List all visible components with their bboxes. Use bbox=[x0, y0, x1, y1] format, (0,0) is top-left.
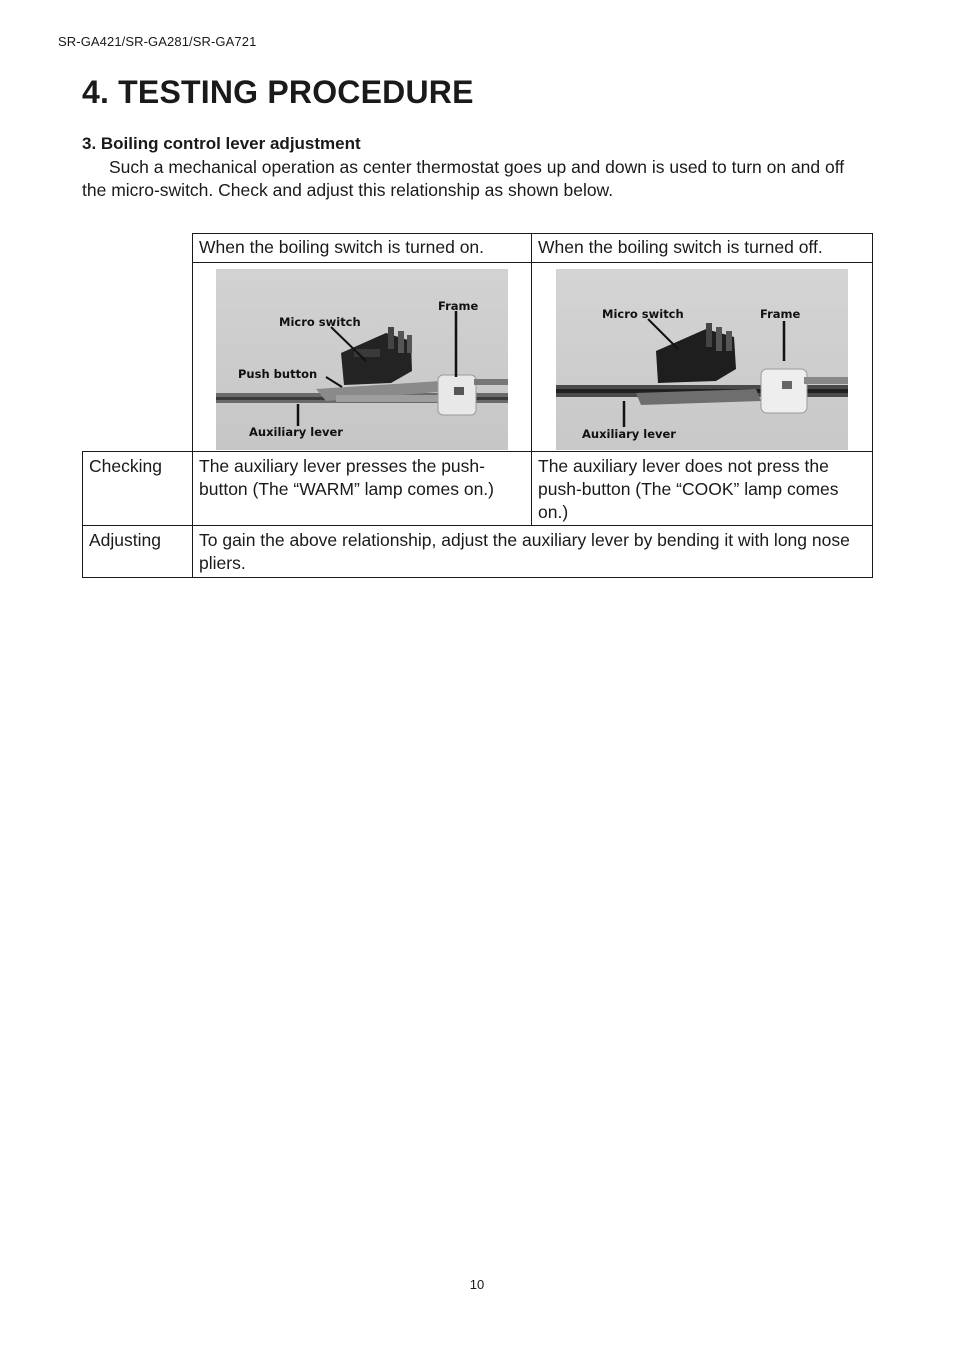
table-header-row bbox=[83, 234, 873, 263]
page-title: 4. TESTING PROCEDURE bbox=[82, 74, 474, 110]
adjusting-row bbox=[83, 526, 873, 578]
checking-label: Checking bbox=[83, 452, 193, 526]
adjusting-label: Adjusting bbox=[83, 526, 193, 578]
label-push-button: Push button bbox=[238, 367, 318, 381]
label-micro-switch: Micro switch bbox=[602, 307, 684, 321]
empty-corner-cell bbox=[83, 234, 193, 263]
photo-switch-on bbox=[216, 269, 508, 450]
checking-off-text: The auxiliary lever does not press the push-button (The “COOK” lamp comes on.) bbox=[532, 452, 873, 526]
model-number-header: SR-GA421/SR-GA281/SR-GA721 bbox=[58, 34, 257, 49]
photo-switch-off bbox=[556, 269, 848, 450]
photo-row bbox=[83, 263, 873, 452]
label-frame: Frame bbox=[760, 307, 801, 321]
intro-paragraph: Such a mechanical operation as center thermostat goes up and down is used to turn on and off the micro-switch. Check and adjust this relationship as shown below. bbox=[82, 157, 845, 200]
label-frame: Frame bbox=[438, 299, 479, 313]
adjusting-text: To gain the above relationship, adjust the auxiliary lever by bending it with long nose pliers. bbox=[193, 526, 873, 578]
section-heading: 3. Boiling control lever adjustment bbox=[82, 134, 361, 153]
photo-cell-on bbox=[193, 263, 532, 452]
header-switch-on: When the boiling switch is turned on. bbox=[193, 234, 532, 263]
checking-on-text: The auxiliary lever presses the push-button (The “WARM” lamp comes on.) bbox=[193, 452, 532, 526]
photo-cell-off bbox=[532, 263, 873, 452]
page-number: 10 bbox=[469, 1277, 485, 1292]
label-auxiliary-lever: Auxiliary lever bbox=[582, 427, 676, 441]
checking-row bbox=[83, 452, 873, 526]
header-switch-off: When the boiling switch is turned off. bbox=[532, 234, 873, 263]
procedure-table bbox=[82, 233, 873, 578]
label-micro-switch: Micro switch bbox=[279, 315, 361, 329]
label-auxiliary-lever: Auxiliary lever bbox=[249, 425, 343, 439]
empty-photo-label-cell bbox=[83, 263, 193, 452]
